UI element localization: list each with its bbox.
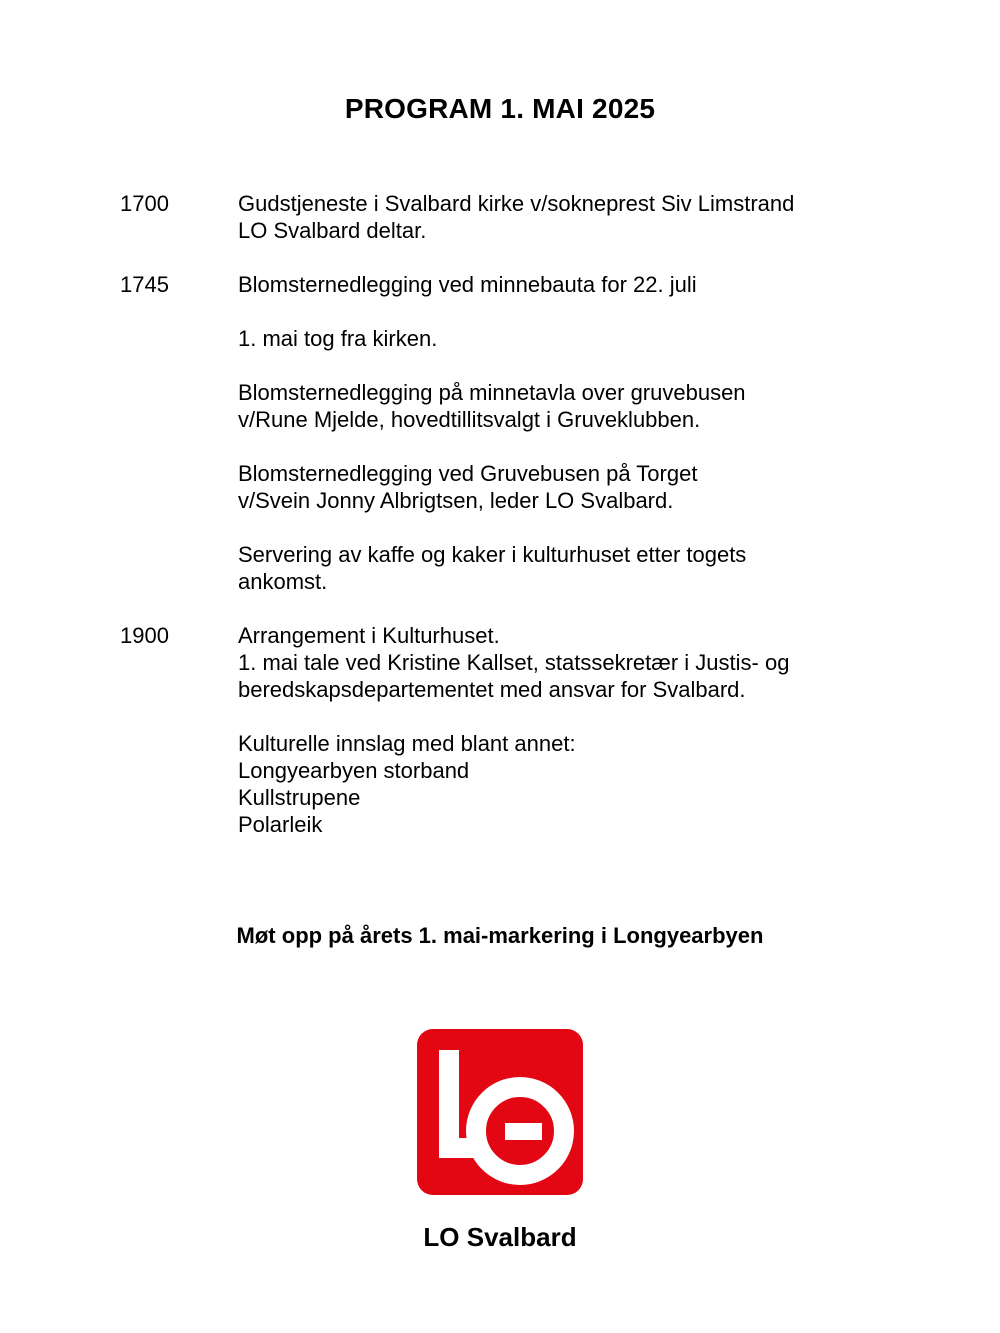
schedule-content <box>238 271 920 595</box>
schedule <box>120 190 920 865</box>
schedule-text: v/Svein Jonny Albrigtsen, leder LO Svalbard. <box>238 488 674 513</box>
schedule-content <box>238 190 920 244</box>
schedule-text: Servering av kaffe og kaker i kulturhuset etter togets <box>238 542 747 567</box>
schedule-time: 1700 <box>120 191 169 216</box>
schedule-text: LO Svalbard deltar. <box>238 218 427 243</box>
schedule-text: Blomsternedlegging på minnetavla over gruvebusen <box>238 380 746 405</box>
organization-name: LO Svalbard <box>423 1222 577 1252</box>
schedule-item <box>238 622 920 703</box>
schedule-text: Blomsternedlegging ved Gruvebusen på Torget <box>238 461 698 486</box>
schedule-item <box>238 271 920 298</box>
schedule-row <box>120 622 920 838</box>
schedule-item <box>238 541 920 595</box>
schedule-text: ankomst. <box>238 569 328 594</box>
schedule-row <box>120 190 920 244</box>
schedule-text: Blomsternedlegging ved minnebauta for 22. juli <box>238 272 697 297</box>
schedule-item <box>238 190 920 244</box>
schedule-item <box>238 325 920 352</box>
page-title: PROGRAM 1. MAI 2025 <box>344 93 656 124</box>
schedule-text: Gudstjeneste i Svalbard kirke v/sokneprest Siv Limstrand <box>238 191 795 216</box>
schedule-text: Longyearbyen storband <box>238 758 470 783</box>
schedule-content <box>238 622 920 838</box>
schedule-text: Kulturelle innslag med blant annet: <box>238 731 576 756</box>
schedule-item <box>238 379 920 433</box>
schedule-time: 1745 <box>120 272 169 297</box>
schedule-text: beredskapsdepartementet med ansvar for Svalbard. <box>238 677 746 702</box>
schedule-text: Polarleik <box>238 812 323 837</box>
schedule-item <box>238 730 920 838</box>
schedule-text: v/Rune Mjelde, hovedtillitsvalgt i Gruveklubben. <box>238 407 701 432</box>
schedule-row <box>120 271 920 595</box>
schedule-time: 1900 <box>120 623 169 648</box>
tagline: Møt opp på årets 1. mai-markering i Longyearbyen <box>236 923 764 948</box>
schedule-item <box>238 460 920 514</box>
schedule-text: 1. mai tog fra kirken. <box>238 326 438 351</box>
schedule-text: Arrangement i Kulturhuset. <box>238 623 500 648</box>
lo-logo-icon <box>417 1029 583 1195</box>
schedule-text: 1. mai tale ved Kristine Kallset, statssekretær i Justis- og <box>238 650 790 675</box>
schedule-text: Kullstrupene <box>238 785 361 810</box>
